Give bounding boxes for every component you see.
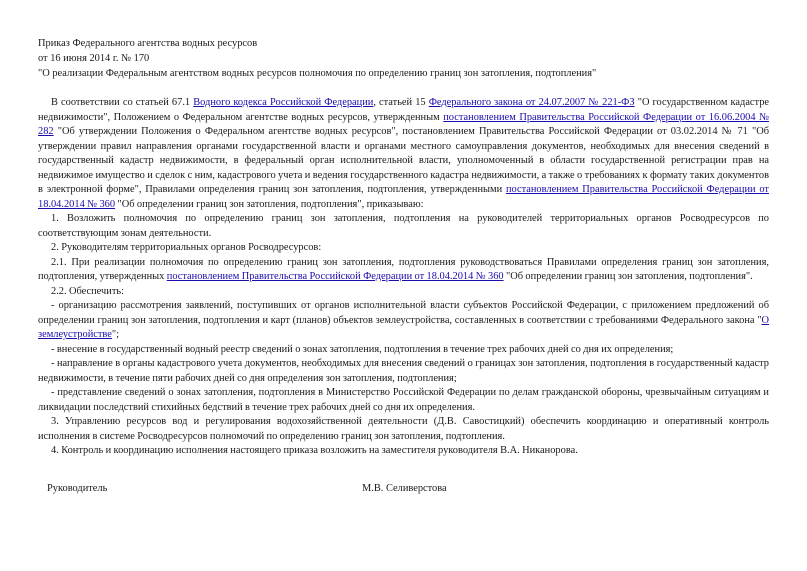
clause-2-2: 2.2. Обеспечить: [51,285,124,297]
bullet-applications-review [38,299,769,343]
signatory-name: М.В. Селиверстова [362,482,447,494]
preamble-text-1: В соответствии со статьей 67.1 [51,97,194,108]
order-title: Приказ Федерального агентства водных ресурсов [38,38,258,49]
resolution-282-link[interactable]: постановлением Правительства Российской Федерации от 16.06.2004 № 282 [38,111,770,137]
bullet-emergency-ministry: - представление сведений о зонах затопления, подтопления в Министерство Российской Федерации по делам гражданской обороны, чрезвычайным ситуациям и ликвидации последствий стихийных бедствий в течение трех рабочих дней со дня их определения. [38,387,769,413]
preamble-paragraph [38,96,769,212]
clause-2-1-resolution-360-link[interactable]: постановлением Правительства Российской Федерации от 18.04.2014 № 360 [166,271,504,282]
bullet-cadastre-documents: - направление в органы кадастрового учета документов, необходимых для внесения сведений о границах зон затопления, подтопления в государственный кадастр недвижимости, в течение пяти рабочих дней со дня определения зон затопления, подтопления; [38,358,769,384]
clause-2-1 [38,256,769,285]
preamble-text-3: "О государственном кадастре недвижимости", Положением о Федеральном агентстве водных ресурсов, утвержденным [38,97,770,123]
preamble-text-5: "Об определении границ зон затопления, подтопления", приказываю: [115,198,424,210]
clause-1: 1. Возложить полномочия по определению границ зон затопления, подтопления на руководителей территориальных органов Росводресурсов по соответствующим зонам деятельности. [38,213,769,239]
signature-block [38,481,769,497]
resolution-360-link[interactable]: постановлением Правительства Российской Федерации от 18.04.2014 № 360 [38,184,769,210]
clause-2: 2. Руководителям территориальных органов Росводресурсов: [51,242,322,253]
clause-3: 3. Управлению ресурсов вод и регулирования водохозяйственной деятельности (Д.В. Савостицкий) обеспечить координацию и оперативный контроль исполнения в системе Росводресурсов полномочий по определению границ зон затопления, подтопления. [38,416,769,442]
water-code-link[interactable]: Водного кодекса Российской Федерации [193,97,374,108]
signatory-role: Руководитель [47,482,108,494]
document-page [38,36,769,497]
document-header [38,36,769,81]
preamble-text-2: , статьей 15 [373,97,429,108]
clause-2-1-text-2: "Об определении границ зон затопления, подтопления". [503,271,753,282]
clause-2-1-text-1: 2.1. При реализации полномочия по определению границ зон затопления, подтопления руководствоваться Правилами определения границ зон затопления, подтопления, утвержденных [38,256,769,282]
order-date-number: от 16 июня 2014 г. № 170 [38,53,150,64]
bullet-1-text-2: "; [111,329,120,340]
preamble-text-4: "Об утверждении Положения о Федеральном агентстве водных ресурсов", постановлением Правительства Российской Федерации от 03.02.2014 № 71 "Об утверждении правил направления органами государственной власти и органами местного самоуправления документов, необходимых для внесения сведений в государственный кадастр недвижимости, в федеральный орган исполнительной власти, уполномоченный в области государственной регистрации прав на недвижимое имущество и сделок с ним, кадастрового учета и ведения государственного кадастра недвижимости, а также о требованиях к формату таких документов в электронной форме", Правилами определения границ зон затопления, подтопления, утвержденными [38,126,769,195]
bullet-1-text-1: - организацию рассмотрения заявлений, поступивших от органов исполнительной власти субъектов Российской Федерации, с приложением предложений об определении границ зон затопления, подтопления и карт (планов) объектов землеустройства, составленных в соответствии с требованиями Федерального закона " [38,300,769,326]
bullet-water-registry: - внесение в государственный водный реестр сведений о зонах затопления, подтопления в течение трех рабочих дней со дня их определения; [51,343,674,355]
land-management-law-link[interactable]: О землеустройстве [38,314,769,340]
clause-4: 4. Контроль и координацию исполнения настоящего приказа возложить на заместителя руководителя В.А. Никанорова. [51,445,578,456]
order-subject: "О реализации Федеральным агентством водных ресурсов полномочия по определению границ зон затопления, подтопления" [38,68,597,79]
document-body [38,96,769,459]
federal-law-221-link[interactable]: Федерального закона от 24.07.2007 № 221-ФЗ [428,97,635,108]
